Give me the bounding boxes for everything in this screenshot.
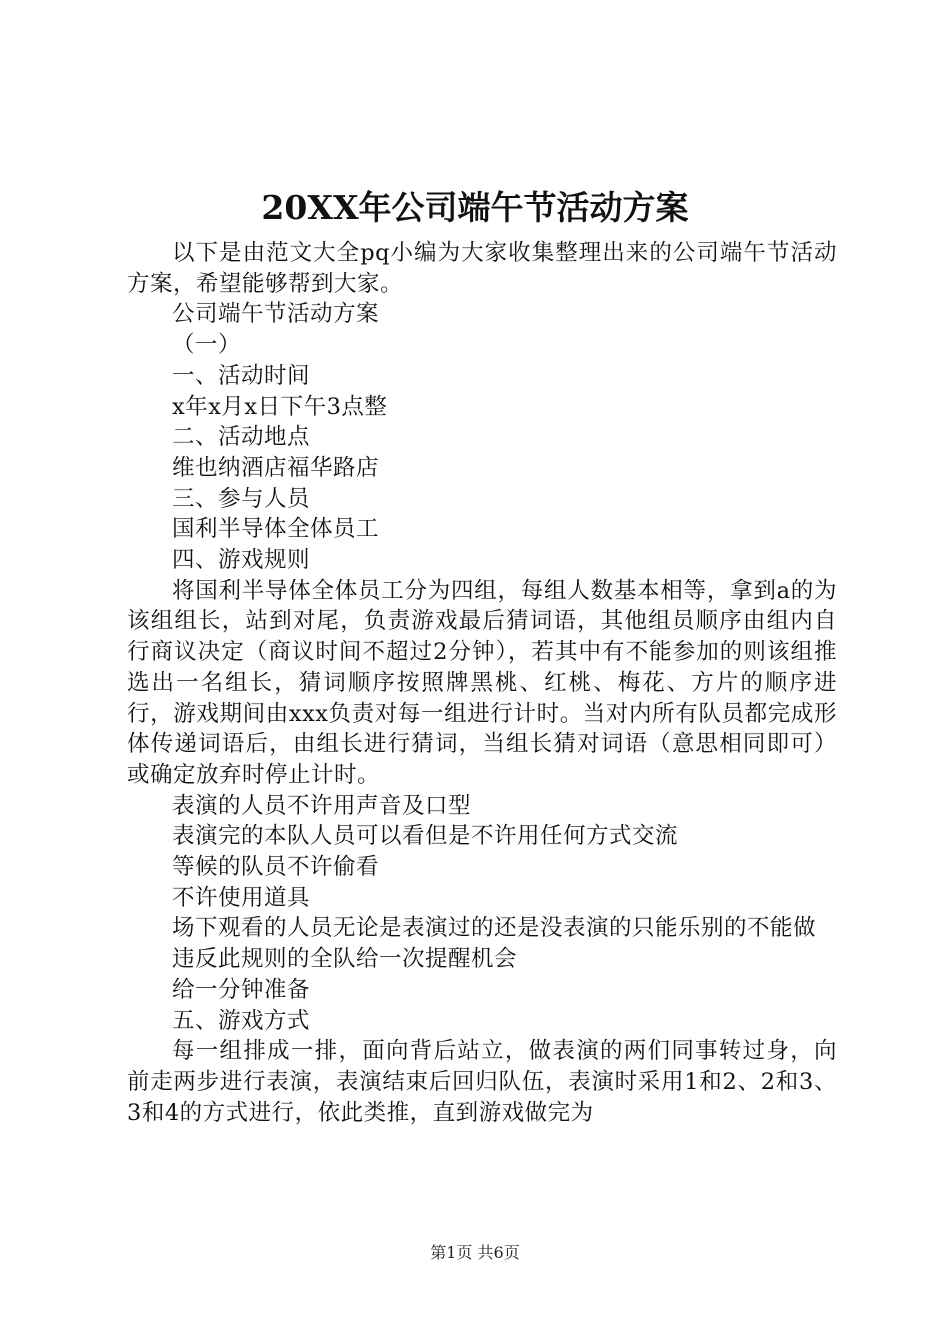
paragraph-game-rules: 将国利半导体全体员工分为四组，每组人数基本相等，拿到a的为该组组长，站到对尾，负责游戏最后猜词语，其他组员顺序由组内自行商议决定（商议时间不超过2分钟），若其中有不能参加的则该组推选出一名组长，猜词顺序按照牌黑桃、红桃、梅花、方片的顺序进行，游戏期间由xxx负责对每一组进行计时。当对内所有队员都完成形体传递词语后，由组长进行猜词，当组长猜对词语（意思相同即可）或确定放弃时停止计时。 <box>127 577 837 788</box>
paragraph-game-method: 每一组排成一排，面向背后站立，做表演的两们同事转过身，向前走两步进行表演，表演结束后回归队伍，表演时采用1和2、2和3、3和4的方式进行，依此类推，直到游戏做完为 <box>127 1038 837 1126</box>
rule-item: 表演完的本队人员可以看但是不许用任何方式交流 <box>172 823 679 850</box>
heading-activity-location: 二、活动地点 <box>172 424 311 451</box>
heading-game-method: 五、游戏方式 <box>172 1007 311 1034</box>
rule-item: 表演的人员不许用声音及口型 <box>172 792 472 819</box>
paragraph-section-number: （一） <box>172 332 242 359</box>
paragraph-activity-time: x年x月x日下午3点整 <box>172 393 388 420</box>
heading-game-rules: 四、游戏规则 <box>172 547 311 574</box>
document-title: 20XX年公司端午节活动方案 <box>261 188 689 227</box>
heading-activity-time: 一、活动时间 <box>172 362 311 389</box>
paragraph-activity-location: 维也纳酒店福华路店 <box>172 454 380 481</box>
rule-item: 给一分钟准备 <box>172 976 311 1003</box>
heading-participants: 三、参与人员 <box>172 485 311 512</box>
paragraph-participants: 国利半导体全体员工 <box>172 516 380 543</box>
paragraph-intro: 以下是由范文大全pq小编为大家收集整理出来的公司端午节活动方案，希望能够帮到大家。 <box>127 240 837 297</box>
page-footer: 第1页 共6页 <box>430 1243 520 1262</box>
rule-item: 违反此规则的全队给一次提醒机会 <box>172 946 518 973</box>
rule-item: 场下观看的人员无论是表演过的还是没表演的只能乐别的不能做 <box>172 915 817 942</box>
rule-item: 等候的队员不许偷看 <box>172 854 380 881</box>
rule-item: 不许使用道具 <box>172 884 311 911</box>
paragraph-subtitle: 公司端午节活动方案 <box>172 301 380 328</box>
document-body <box>127 238 837 1128</box>
